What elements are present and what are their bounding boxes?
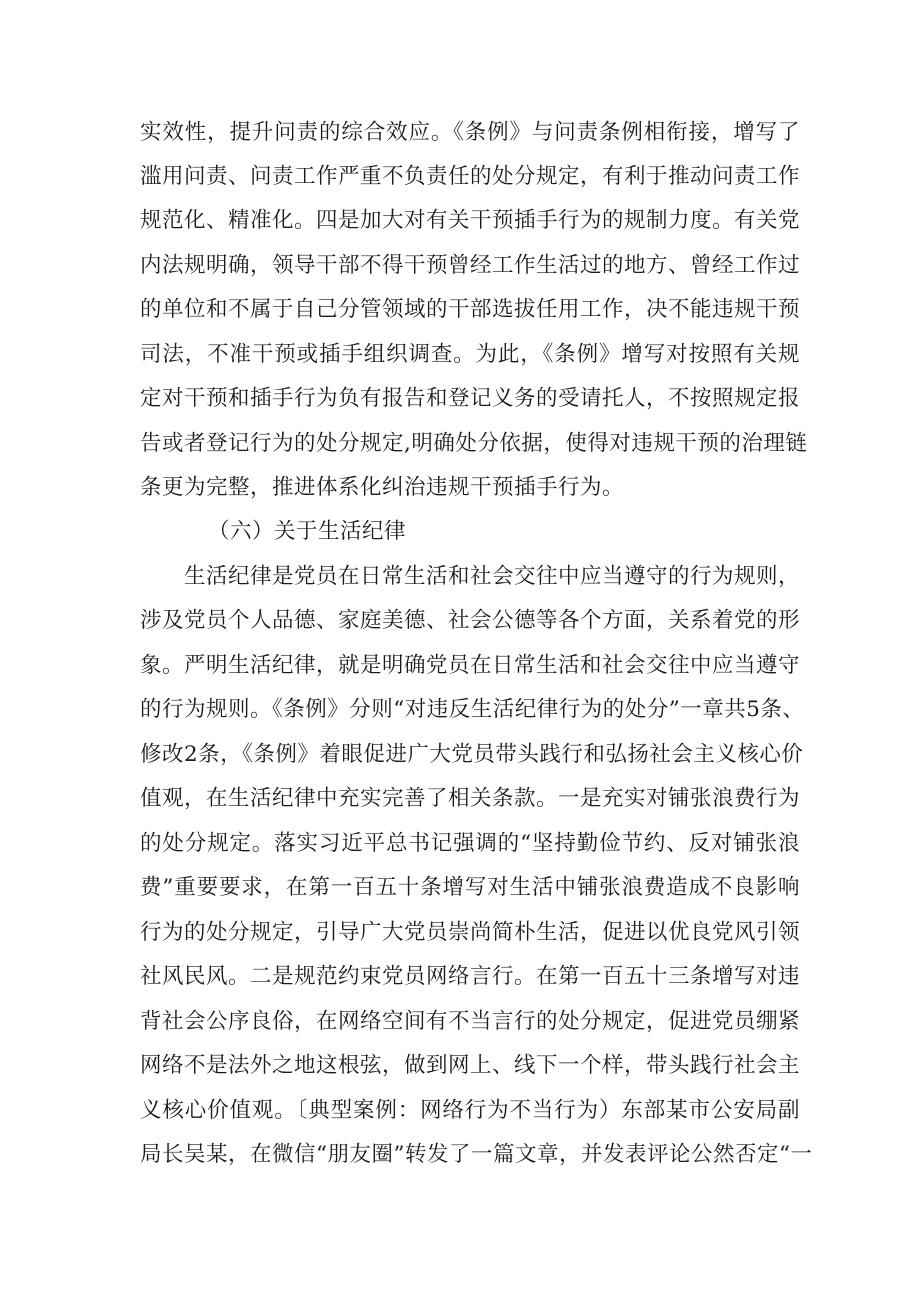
text-line: 值观，在生活纪律中充实完善了相关条款。一是充实对铺张浪费行为 [140,786,801,811]
text-line: 内法规明确，领导干部不得干预曾经工作生活过的地方、曾经工作过 [140,253,801,278]
text-line: 生活纪律是党员在日常生活和社会交往中应当遵守的行为规则， [184,564,801,589]
text-line: 的行为规则。《条例》分则“对违反生活纪律行为的处分”一章共5条、 [140,697,805,722]
text-line: 背社会公序良俗，在网络空间有不当言行的处分规定，促进党员绷紧 [140,1009,801,1034]
text-line: 局长吴某，在微信“朋友圈”转发了一篇文章，并发表评论公然否定“一 [140,1142,813,1167]
text-line: 行为的处分规定，引导广大党员崇尚简朴生活，促进以优良党风引领 [140,920,801,945]
section-heading: （六）关于生活纪律 [208,519,407,544]
text-line: 定对干预和插手行为负有报告和登记义务的受请托人，不按照规定报 [140,386,801,411]
text-line: 网络不是法外之地这根弦，做到网上、线下一个样，带头践行社会主 [140,1053,801,1078]
text-line: 修改2条，《条例》着眼促进广大党员带头践行和弘扬社会主义核心价 [140,742,804,767]
text-line: 社风民风。二是规范约束党员网络言行。在第一百五十三条增写对违 [140,964,801,989]
text-line: 义核心价值观。〔典型案例：网络行为不当行为）东部某市公安局副 [140,1098,800,1123]
text-line: 实效性，提升问责的综合效应。《条例》与问责条例相衔接，增写了 [140,120,800,145]
text-line: 告或者登记行为的处分规定,明确处分依据，使得对违规干预的治理链 [140,431,808,456]
text-line: 涉及党员个人品德、家庭美德、社会公德等各个方面，关系着党的形 [140,608,801,633]
text-line: 滥用问责、问责工作严重不负责任的处分规定，有利于推动问责工作 [140,164,801,189]
text-line: 司法，不准干预或插手组织调查。为此，《条例》增写对按照有关规 [140,342,800,367]
text-line: 的处分规定。落实习近平总书记强调的“坚持勤俭节约、反对铺张浪 [140,831,800,856]
text-line: 规范化、精准化。四是加大对有关干预插手行为的规制力度。有关党 [140,208,801,233]
text-line: 条更为完整，推进体系化纠治违规干预插手行为。 [140,475,625,500]
text-line: 费”重要要求，在第一百五十条增写对生活中铺张浪费造成不良影响 [140,875,800,900]
text-line: 的单位和不属于自己分管领域的干部选拔任用工作，决不能违规干预 [140,297,801,322]
text-line: 象。严明生活纪律，就是明确党员在日常生活和社会交往中应当遵守 [140,653,801,678]
